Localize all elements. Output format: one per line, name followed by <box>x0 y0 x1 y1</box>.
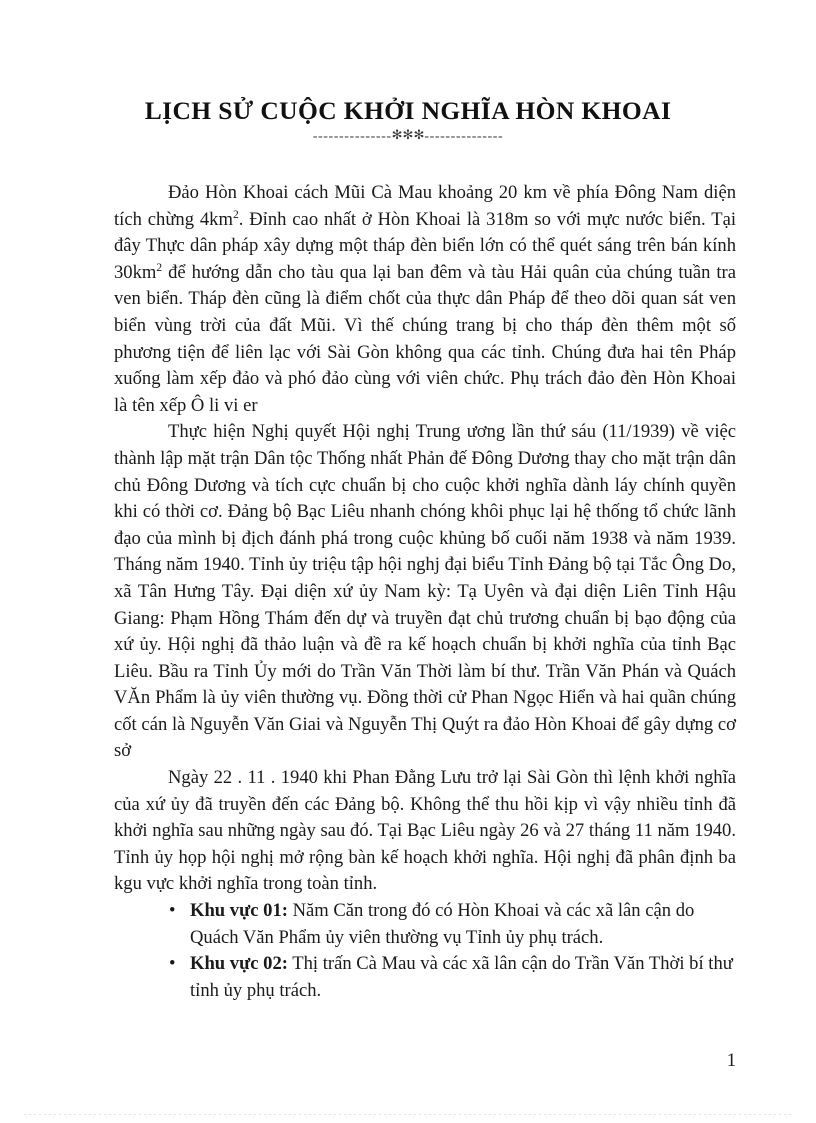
bullet-icon: • <box>169 953 176 975</box>
list-item-text: Năm Căn trong đó có Hòn Khoai và các xã lân cận do Quách Văn Phẩm ủy viên thường vụ Tỉnh ủy phụ trách. <box>190 900 695 948</box>
khu-vuc-list <box>114 898 736 1004</box>
paragraph-3: Ngày 22 . 11 . 1940 khi Phan Đằng Lưu trở lại Sài Gòn thì lệnh khởi nghĩa của xứ ủy đã truyền đến các Đảng bộ. Không thể thu hồi kịp vì vậy nhiều tỉnh đã khởi nghĩa sau những ngày sau đó. Tại Bạc Liêu ngày 26 và 27 tháng 11 năm 1940. Tỉnh ủy họp hội nghị mở rộng bàn kế hoạch khởi nghĩa. Hội nghị đã phân định ba kgu vực khởi nghĩa trong toàn tỉnh. <box>114 767 736 895</box>
list-item-label: Khu vực 01: <box>190 900 288 922</box>
bullet-icon: • <box>169 900 176 922</box>
divider-dashes-left: --------------- <box>312 129 392 145</box>
title-block <box>0 96 816 144</box>
paragraph-1: Đảo Hòn Khoai cách Mũi Cà Mau khoảng 20 km về phía Đông Nam diện tích chừng $4km^2$. Đỉnh cao nhất ở Hòn Khoai là 318m so với mực nước biển. Tại đây Thực dân pháp xây dựng một tháp đèn biển lớn có thể quét sáng trên bán kính $30km^2$ để hướng dẫn cho tàu qua lại ban đêm và tàu Hải quân của chúng tuần tra ven biển. Tháp đèn cũng là điểm chốt của thực dân Pháp để theo dõi quan sát ven biển vùng trời của đất Mũi. Vì thế chúng trang bị cho tháp đèn thêm một số phương tiện để liên lạc với Sài Gòn không qua các tỉnh. Chúng đưa hai tên Pháp xuống làm xếp đảo và phó đảo cùng với viên chức. Phụ trách đảo đèn Hòn Khoai là tên xếp Ô li vi er <box>114 182 736 416</box>
list-item <box>114 951 736 1004</box>
page-title: LỊCH SỬ CUỘC KHỞI NGHĨA HÒN KHOAI <box>144 96 672 125</box>
page-number: 1 <box>726 1050 736 1071</box>
list-item <box>114 898 736 951</box>
list-item-text: Thị trấn Cà Mau và các xã lân cận do Trần Văn Thời bí thư tỉnh ủy phụ trách. <box>190 953 733 1001</box>
divider-stars-icon: ✻✻✻ <box>391 127 425 143</box>
title-divider <box>0 129 816 144</box>
body-text-column <box>114 180 736 1004</box>
paragraph-2: Thực hiện Nghị quyết Hội nghị Trung ương lần thứ sáu (11/1939) về việc thành lập mặt trận Dân tộc Thống nhất Phản đế Đông Dương thay cho mặt trận dân chủ Đông Dương và tích cực chuẩn bị cho cuộc khởi nghĩa dành láy chính quyền khi có thời cơ. Đảng bộ Bạc Liêu nhanh chóng khôi phục lại hệ thống tổ chức lãnh đạo của mình bị địch đánh phá trong cuộc khủng bố cuối năm 1938 và năm 1939. Tháng năm 1940. Tỉnh ủy triệu tập hội nghj đại biểu Tỉnh Đảng bộ tại Tắc Ông Do, xã Tân Hưng Tây. Đại diện xứ ủy Nam kỳ: Tạ Uyên và đại diện Liên Tỉnh Hậu Giang: Phạm Hồng Thám đến dự và truyền đạt chủ trương chuẩn bị bạo động của xứ ủy. Hội nghị đã thảo luận và đề ra kế hoạch chuẩn bị khởi nghĩa của tỉnh Bạc Liêu. Bầu ra Tỉnh Ủy mới do Trần Văn Thời làm bí thư. Trần Văn Phán và Quách VĂn Phẩm là ủy viên thường vụ. Đồng thời cử Phan Ngọc Hiển và hai quần chúng cốt cán là Nguyễn Văn Giai và Nguyễn Thị Quýt ra đảo Hòn Khoai để gây dựng cơ sở <box>114 421 736 762</box>
scan-edge-artifact <box>24 1114 792 1115</box>
list-item-label: Khu vực 02: <box>190 953 288 975</box>
divider-dashes-right: --------------- <box>424 129 504 145</box>
